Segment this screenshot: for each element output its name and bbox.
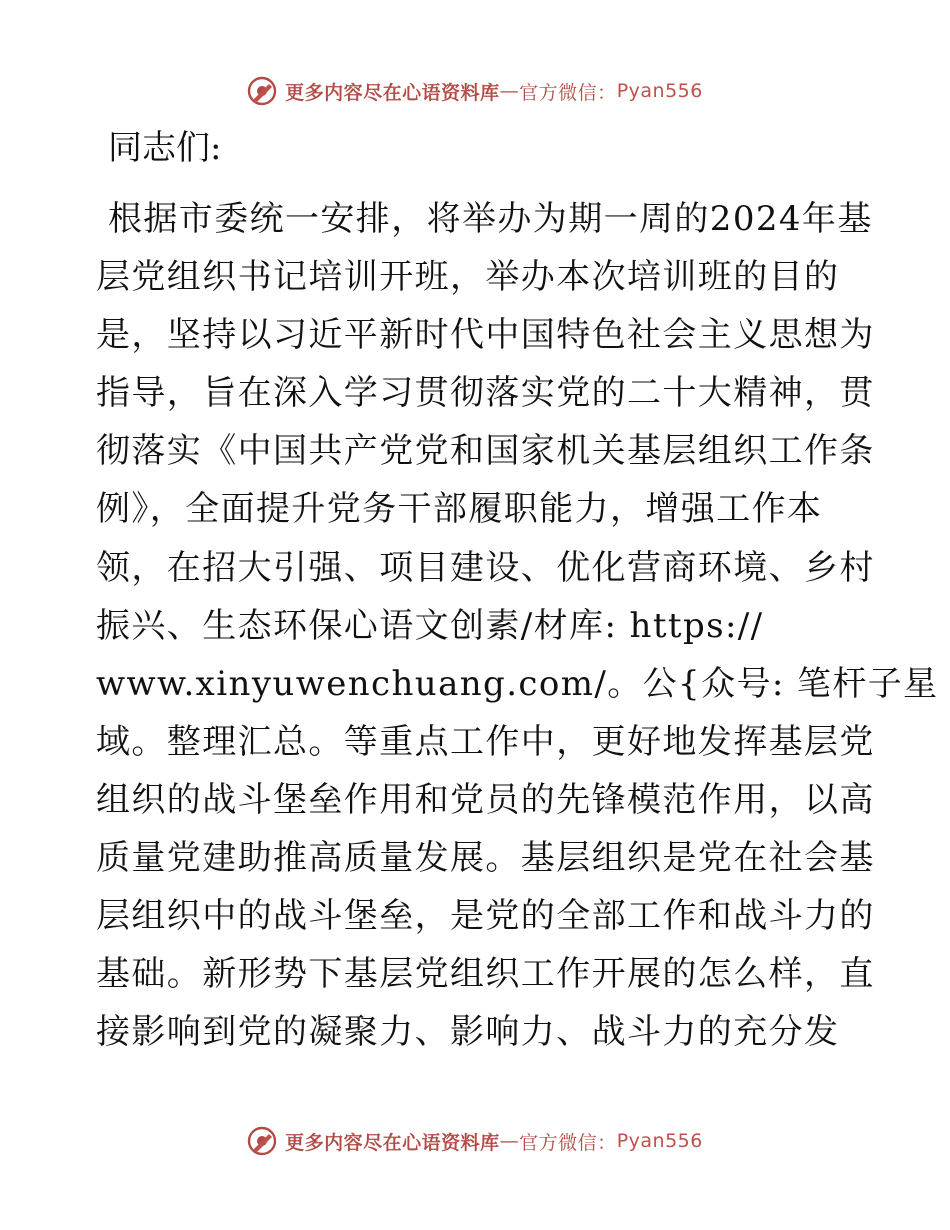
header-watermark <box>0 71 950 111</box>
paragraph-line: www.xinyuwenchuang.com/。公{众号: 笔杆子星 <box>96 663 939 704</box>
watermark-brand: 更多内容尽在心语资料库 <box>285 81 500 104</box>
paragraph-line: 层党组织书记培训开班，举办本次培训班的目的 <box>96 257 840 298</box>
paragraph-line: 基础。新形势下基层党组织工作开展的怎么样，直 <box>96 954 875 995</box>
watermark-text <box>285 1128 703 1155</box>
salutation: 同志们: <box>108 128 222 168</box>
watermark-brand: 更多内容尽在心语资料库 <box>285 1131 500 1154</box>
paragraph-line: 振兴、生态环保心语文创素/材库: https:// <box>96 605 764 646</box>
footer-watermark <box>0 1121 950 1161</box>
watermark-separator: — <box>499 1130 520 1152</box>
paragraph <box>96 190 939 1061</box>
paragraph-line: 例》，全面提升党务干部履职能力，增强工作本 <box>96 489 823 530</box>
paragraph-line: 层组织中的战斗堡垒，是党的全部工作和战斗力的 <box>96 896 875 937</box>
paragraph-line: 接影响到党的凝聚力、影响力、战斗力的充分发 <box>96 1012 840 1053</box>
paragraph-line: 质量党建助推高质量发展。基层组织是党在社会基 <box>96 838 875 879</box>
paragraph-line: 组织的战斗堡垒作用和党员的先锋模范作用，以高 <box>96 779 875 820</box>
watermark-handle: Pyan556 <box>616 1130 703 1152</box>
document-body <box>96 118 939 1061</box>
watermark-official: 官方微信： <box>519 81 617 104</box>
watermark-text <box>285 78 703 105</box>
paragraph-line: 根据市委统一安排，将举办为期一周的2024年基 <box>108 199 873 239</box>
paragraph-line: 域。整理汇总。等重点工作中，更好地发挥基层党 <box>96 721 875 762</box>
watermark-handle: Pyan556 <box>616 80 703 102</box>
paragraph-line: 指导，旨在深入学习贯彻落实党的二十大精神，贯 <box>96 373 875 414</box>
logo-icon <box>247 1126 277 1156</box>
paragraph-line: 彻落实《中国共产党党和国家机关基层组织工作条 <box>96 431 875 472</box>
paragraph-line: 领，在招大引强、项目建设、优化营商环境、乡村 <box>96 547 875 588</box>
paragraph-line: 是，坚持以习近平新时代中国特色社会主义思想为 <box>96 315 875 356</box>
logo-icon <box>247 76 277 106</box>
watermark-official: 官方微信： <box>519 1131 617 1154</box>
watermark-separator: — <box>499 80 520 102</box>
